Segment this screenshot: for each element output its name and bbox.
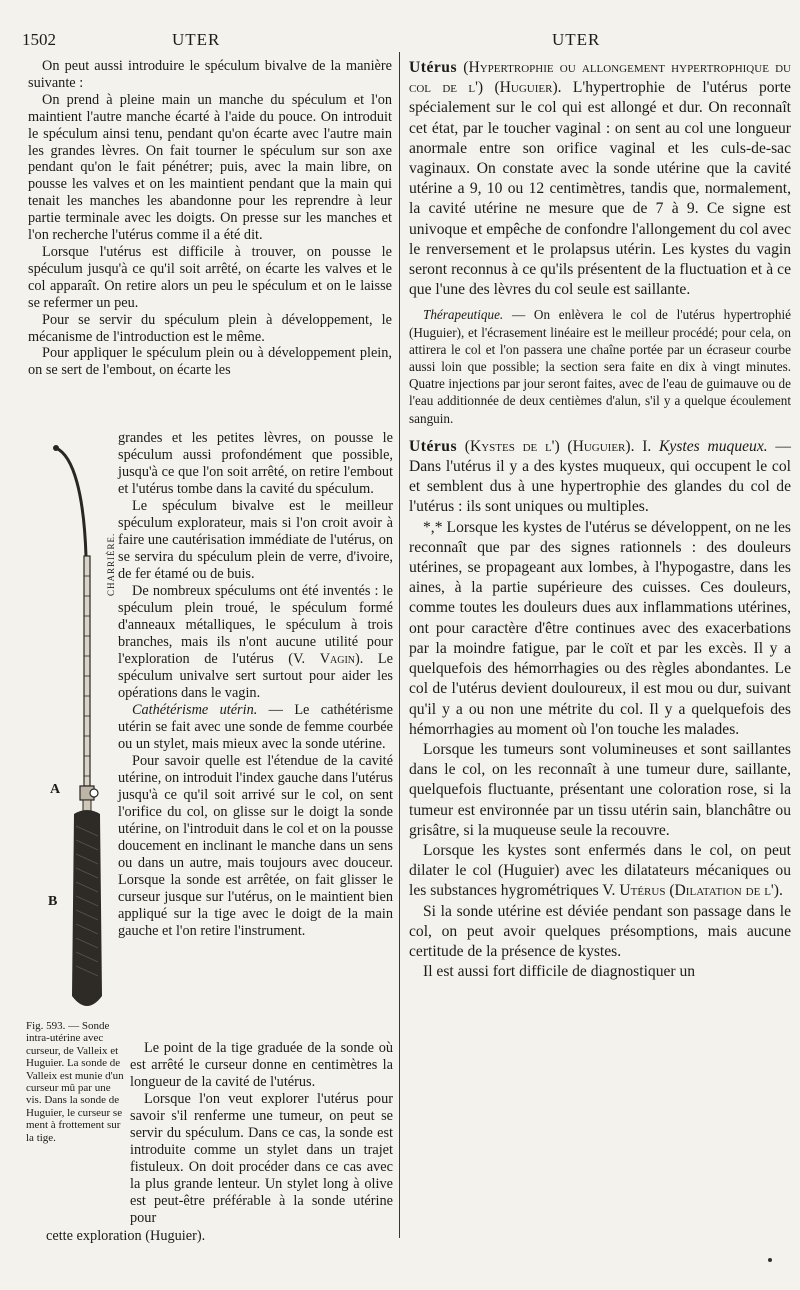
paragraph: Pour appliquer le spéculum plein ou à développement plein, on se sert de l'embout, on écarte les [28,345,392,379]
running-header [0,30,800,54]
section-title: Cathétérisme utérin. [132,702,258,718]
paragraph-end: cette exploration (Huguier). [46,1228,206,1244]
paragraph: Lorsque les tumeurs sont volumineuses et sont saillantes dans le col, on les reconnaît à une tumeur dure, saillante, quelquefois fluctuante, présentant une coloration rose, si la tumeur est environnée par un tissu utérin sain, blanchâtre ou grisâtre, si la muqueuse seule la recouvre. [409,740,791,839]
figure-label-a: A [50,782,61,797]
figure-label-b: B [48,894,58,909]
column-divider [399,52,400,1238]
section-title: Thérapeutique. [423,307,504,323]
left-column-bottom [130,1040,393,1227]
entry-hypertrophie: Utérus (Hypertrophie ou allongement hypertrophique du col de l') (Huguier). L'hypertrophie de l'utérus porte spécialement sur le col qui est allongé et dur. On reconnaît cet état, par le toucher vaginal : on sent au col une longueur anormale entre son orifice vaginal et les culs-de-sac vaginaux. On constate avec la sonde utérine que la cavité utérine a 9, 10 ou 12 centimètres, tandis que, normalement, la cavité utérine ne mesure que de 7 à 9. Ce signe est univoque et empêche de confondre l'allongement du col avec le renversement et le prolapsus utérin. Les kystes du vagin seront reconnus à ce qu'ils présentent de la fluctuation et à ce que l'une des lèvres du col seule est saillante. [409,59,791,299]
therapeutique-paragraph: Thérapeutique. — On enlèvera le col de l'utérus hypertrophié (Huguier), et l'écrasement linéaire est le meilleur procédé; pour cela, on attirera le col et l'on passera une chaîne portée par un écraseur courbe aussi loin que possible; la section sera faite en dix à vingt minutes. Quatre injections par jour seront faites, avec de l'eau de guimauve ou de l'eau additionnée de deux centièmes d'alun, s'il y a quelque écoulement sanguin. [409,307,791,426]
left-column-wrapped [118,430,393,940]
paragraph: On peut aussi introduire le spéculum bivalve de la manière suivante : [28,58,392,91]
left-column-top [28,58,392,379]
paragraph: On prend à pleine main un manche du spéculum et l'on maintient l'autre manche écarté à l'aide du pouce. On introduit le spéculum ainsi tenu, pendant qu'on écarte avec l'autre main les grandes lèvres. On fait tourner le spéculum sur son axe pendant qu'on le fait pénétrer; puis, avec la main libre, on pousse les valves et on les maintient pendant que la main qui tenait les manches les abandonne pour les reprendre à leur partie terminale avec les doigts. On presse sur les manches et l'on recherche l'utérus comme il a été dit. [28,91,392,244]
asterism: *,* [423,518,443,536]
paragraph: De nombreux spéculums ont été inventés : le spéculum plein troué, le spéculum formé d'anneaux métalliques, le spéculum à trois branches, mais ils n'ont aucune utilité pour l'exploration de l'utérus (V. Vagin). Le spéculum univalve sert surtout pour aider les opérations dans le vagin. [118,583,393,701]
paragraph: Cathétérisme utérin. — Le cathétérisme utérin se fait avec une sonde de femme courbée ou un stylet, mais mieux avec la sonde utérine. [118,702,393,752]
entry-headword: Utérus [409,59,458,76]
cross-reference: Vagin [319,651,356,667]
entry-headword: Utérus [409,437,458,455]
page-number: 1502 [22,30,56,49]
entry-kystes: Utérus (Kystes de l') (Huguier). I. Kystes muqueux. — Dans l'utérus il y a des kystes muqueux, qui occupent le col et semblent dus à une hypertrophie des glandes du col de l'utérus : ils sont uniques ou multiples. [409,437,791,516]
uterine-sound-figure [26,436,126,1026]
paragraph: Le spéculum bivalve est le meilleur spéculum explorateur, mais si l'on croit avoir à faire une cautérisation immédiate de l'utérus, on se servira du spéculum plein de verre, d'ivoire, de fer étamé ou de buis. [118,498,393,582]
paragraph: Si la sonde utérine est déviée pendant son passage dans le col, on peut avoir quelques présomptions, mais aucune certitude de la présence de kystes. [409,902,791,960]
entry-title: (Hypertrophie ou allongement hypertrophique du col de l') (Huguier). [409,59,791,97]
paragraph: Lorsque l'utérus est difficile à trouver, on pousse le spéculum jusqu'à ce qu'il soit arrêté, on écarte les valves et le col apparaît. On retire alors un peu le spéculum et on le laisse se refermer un peu. [28,243,392,311]
cross-reference: Utérus (Dilatation de l') [619,882,779,900]
running-head-left: UTER [172,30,221,49]
paragraph: Le point de la tige graduée de la sonde où est arrêté le curseur donne en centimètres la longueur de la cavité de l'utérus. [130,1040,393,1090]
entry-title: (Kystes de l') (Huguier). I. [457,437,660,455]
figure-caption: Fig. 593. — Sonde intra-utérine avec curseur, de Valleix et Huguier. La sonde de Valleix est munie d'un curseur mû par une vis. Dans la sonde de Huguier, le curseur se ment à frottement sur la tige. [26,1020,124,1144]
paragraph: *,* Lorsque les kystes de l'utérus se développent, on ne les reconnaît que par des signes rationnels : des douleurs utérines, se propageant aux lombes, à l'hypogastre, dans les aines, à la partie supérieure des cuisses. Ces douleurs, comme toutes les douleurs dues aux inflammations utérines, ont pour caractère d'être continues avec des exacerbations par la moindre fatigue, par le coït et par les excès. Il y a quelquefois des hémorrhagies ou des règles abondantes. Le col de l'utérus devient douloureux, il est mou ou dur, suivant qu'il y a ou non une métrite du col. Il y a quelquefois des hémorrhagies au moment où l'on touche les malades. [409,518,791,738]
running-head-right: UTER [552,30,601,49]
right-column [409,58,791,982]
paragraph: Pour savoir quelle est l'étendue de la cavité utérine, on introduit l'index gauche dans l'utérus jusqu'à ce qu'il soit arrivé sur le col, on sent l'orifice du col, on glisse sur le doigt la sonde utérine, on l'introduit dans le col et on la pousse doucement en inclinant le manche dans un sens ou dans un autre, mais toujours avec douceur. Lorsque la sonde est arrêtée, on fait glisser le curseur jusque sur l'utérus, on le maintient bien appliqué sur la tige avec le doigt de la main gauche et l'on retire l'instrument. [118,753,393,939]
paragraph: Lorsque les kystes sont enfermés dans le col, on peut dilater le col (Huguier) avec les dilatateurs mécaniques ou les substances hygrométriques V. Utérus (Dilatation de l'). [409,841,791,900]
ink-dot [768,1258,772,1262]
paragraph: Il est aussi fort difficile de diagnostiquer un [423,963,696,981]
paragraph: grandes et les petites lèvres, on pousse le spéculum aussi profondément que possible, jusqu'à ce que l'on soit arrêté, on retire l'embout et l'utérus tombe dans la cavité du spéculum. [118,430,393,497]
paragraph: Lorsque l'on veut explorer l'utérus pour savoir s'il renferme une tumeur, on peut se servir du spéculum. Dans ce cas, la sonde est introduite comme un stylet dans un trajet fistuleux. On doit procéder dans ce cas avec la plus grande lenteur. Un stylet long à olive est peut-être préférable à la sonde utérine pour [130,1091,393,1226]
maker-inscription: CHARRIÈRE. [106,532,116,596]
uterine-sound-illustration [26,436,126,1026]
paragraph: Pour se servir du spéculum plein à développement, le mécanisme de l'introduction est le même. [28,311,392,345]
